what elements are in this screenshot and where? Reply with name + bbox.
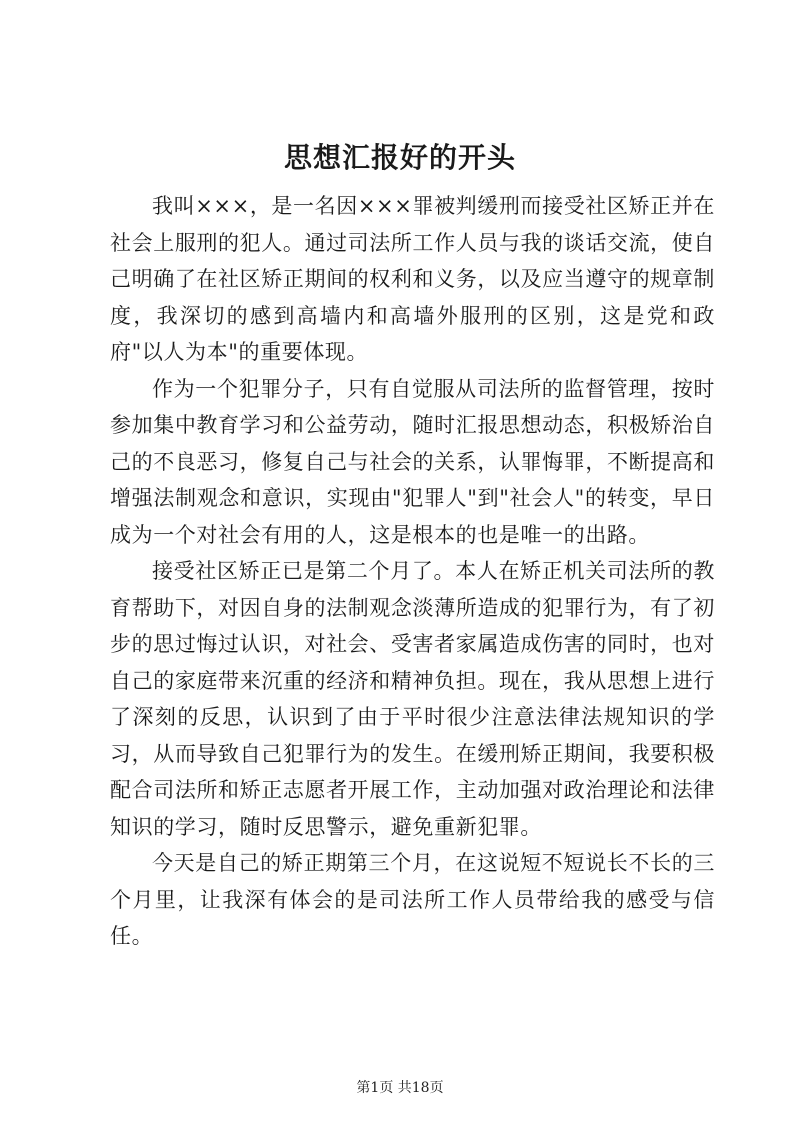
paragraph-2: 作为一个犯罪分子，只有自觉服从司法所的监督管理，按时参加集中教育学习和公益劳动，随时汇报思想动态，积极矫治自己的不良恶习，修复自己与社会的关系，认罪悔罪，不断提高和增强法制观念和意识，实现由"犯罪人"到"社会人"的转变，早日成为一个对社会有用的人，这是根本的也是唯一的出路。 xyxy=(110,376,715,547)
document-body xyxy=(110,188,715,955)
paragraph-1: 我叫×××，是一名因×××罪被判缓刑而接受社区矫正并在社会上服刑的犯人。通过司法所工作人员与我的谈话交流，使自己明确了在社区矫正期间的权利和义务，以及应当遵守的规章制度，我深切的感到高墙内和高墙外服刑的区别，这是党和政府"以人为本"的重要体现。 xyxy=(110,194,715,364)
paragraph-4: 今天是自己的矫正期第三个月，在这说短不短说长不长的三个月里，让我深有体会的是司法所工作人员带给我的感受与信任。 xyxy=(110,851,715,948)
page-number-footer: 第1页 共18页 xyxy=(356,1080,444,1096)
page-title: 思想汇报好的开头 xyxy=(283,141,516,174)
paragraph-3: 接受社区矫正已是第二个月了。本人在矫正机关司法所的教育帮助下，对因自身的法制观念淡薄所造成的犯罪行为，有了初步的思过悔过认识，对社会、受害者家属造成伤害的同时，也对自己的家庭带来沉重的经济和精神负担。现在，我从思想上进行了深刻的反思，认识到了由于平时很少注意法律法规知识的学习，从而导致自己犯罪行为的发生。在缓刑矫正期间，我要积极配合司法所和矫正志愿者开展工作，主动加强对政治理论和法律知识的学习，随时反思警示，避免重新犯罪。 xyxy=(110,559,715,839)
